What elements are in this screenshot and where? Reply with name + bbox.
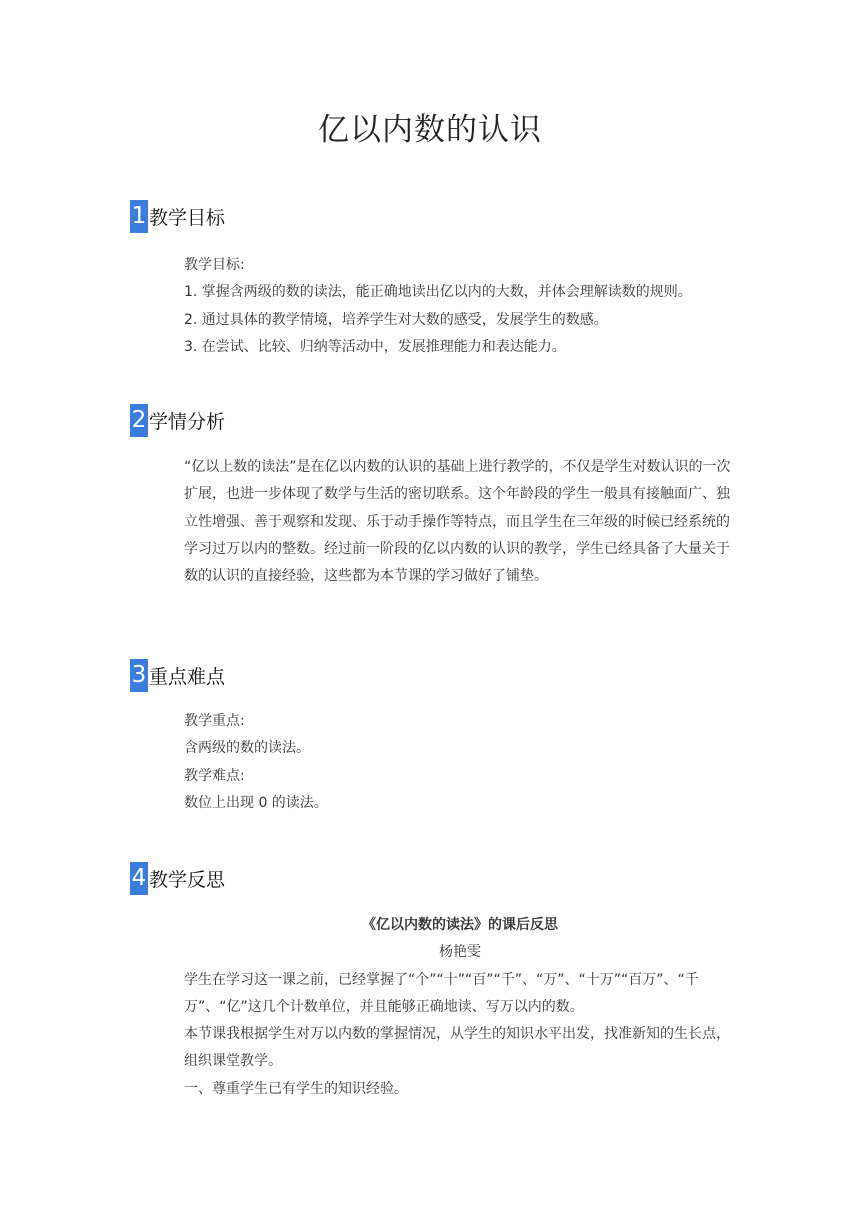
body-line: 教学重点: <box>184 713 245 729</box>
section-number: 3 <box>130 659 148 692</box>
body-line: 数位上出现 0 的读法。 <box>184 794 328 811</box>
body-paragraph: 学生在学习这一课之前，已经掌握了“个”“十”“百”“千”、“万”、“十万”“百万”、“千万”、“亿”这几个计数单位，并且能够正确地读、写万以内的数。 <box>184 971 699 1015</box>
body-paragraph: “亿以上数的读法”是在亿以内数的认识的基础上进行教学的，不仅是学生对数认识的一次扩展，也进一步体现了数学与生活的密切联系。这个年龄段的学生一般具有接触面广、独立性增强、善于观察和发现、乐于动手操作等特点，而且学生在三年级的时候已经系统的学习过万以内的整数。经过前一阶段的亿以内数的认识的教学，学生已经具备了大量关于数的认识的直接经验，这些都为本节课的学习做好了铺垫。 <box>184 459 731 585</box>
section-body <box>184 252 736 361</box>
section-body <box>184 912 736 1103</box>
body-line: 1. 掌握含两级的数的读法，能正确地读出亿以内的大数，并体会理解读数的规则。 <box>184 284 692 301</box>
body-line: 教学难点: <box>184 767 245 784</box>
body-line: 含两级的数的读法。 <box>184 740 310 757</box>
section-heading <box>130 200 225 233</box>
section-title: 学情分析 <box>149 411 226 433</box>
section-title: 重点难点 <box>149 666 226 688</box>
body-paragraph: 一、尊重学生已有学生的知识经验。 <box>184 1080 408 1097</box>
reflection-subtitle: 《亿以内数的读法》的课后反思 <box>362 917 558 933</box>
section-body <box>184 708 736 817</box>
body-line: 教学目标: <box>184 257 245 273</box>
section-number: 2 <box>130 404 148 437</box>
section-heading <box>130 659 225 692</box>
body-line: 2. 通过具体的教学情境，培养学生对大数的感受，发展学生的数感。 <box>184 311 608 328</box>
section-title: 教学反思 <box>149 869 226 891</box>
section-heading <box>130 862 225 895</box>
section-heading <box>130 404 225 437</box>
section-title: 教学目标 <box>149 207 226 229</box>
page-title: 亿以内数的认识 <box>318 112 542 148</box>
body-line: 3. 在尝试、比较、归纳等活动中，发展推理能力和表达能力。 <box>184 338 566 355</box>
body-paragraph: 本节课我根据学生对万以内数的掌握情况，从学生的知识水平出发，找准新知的生长点，组织课堂教学。 <box>184 1026 730 1070</box>
section-body <box>184 454 736 590</box>
section-number: 1 <box>130 200 148 233</box>
section-number: 4 <box>130 862 148 895</box>
reflection-author: 杨艳雯 <box>439 944 481 961</box>
